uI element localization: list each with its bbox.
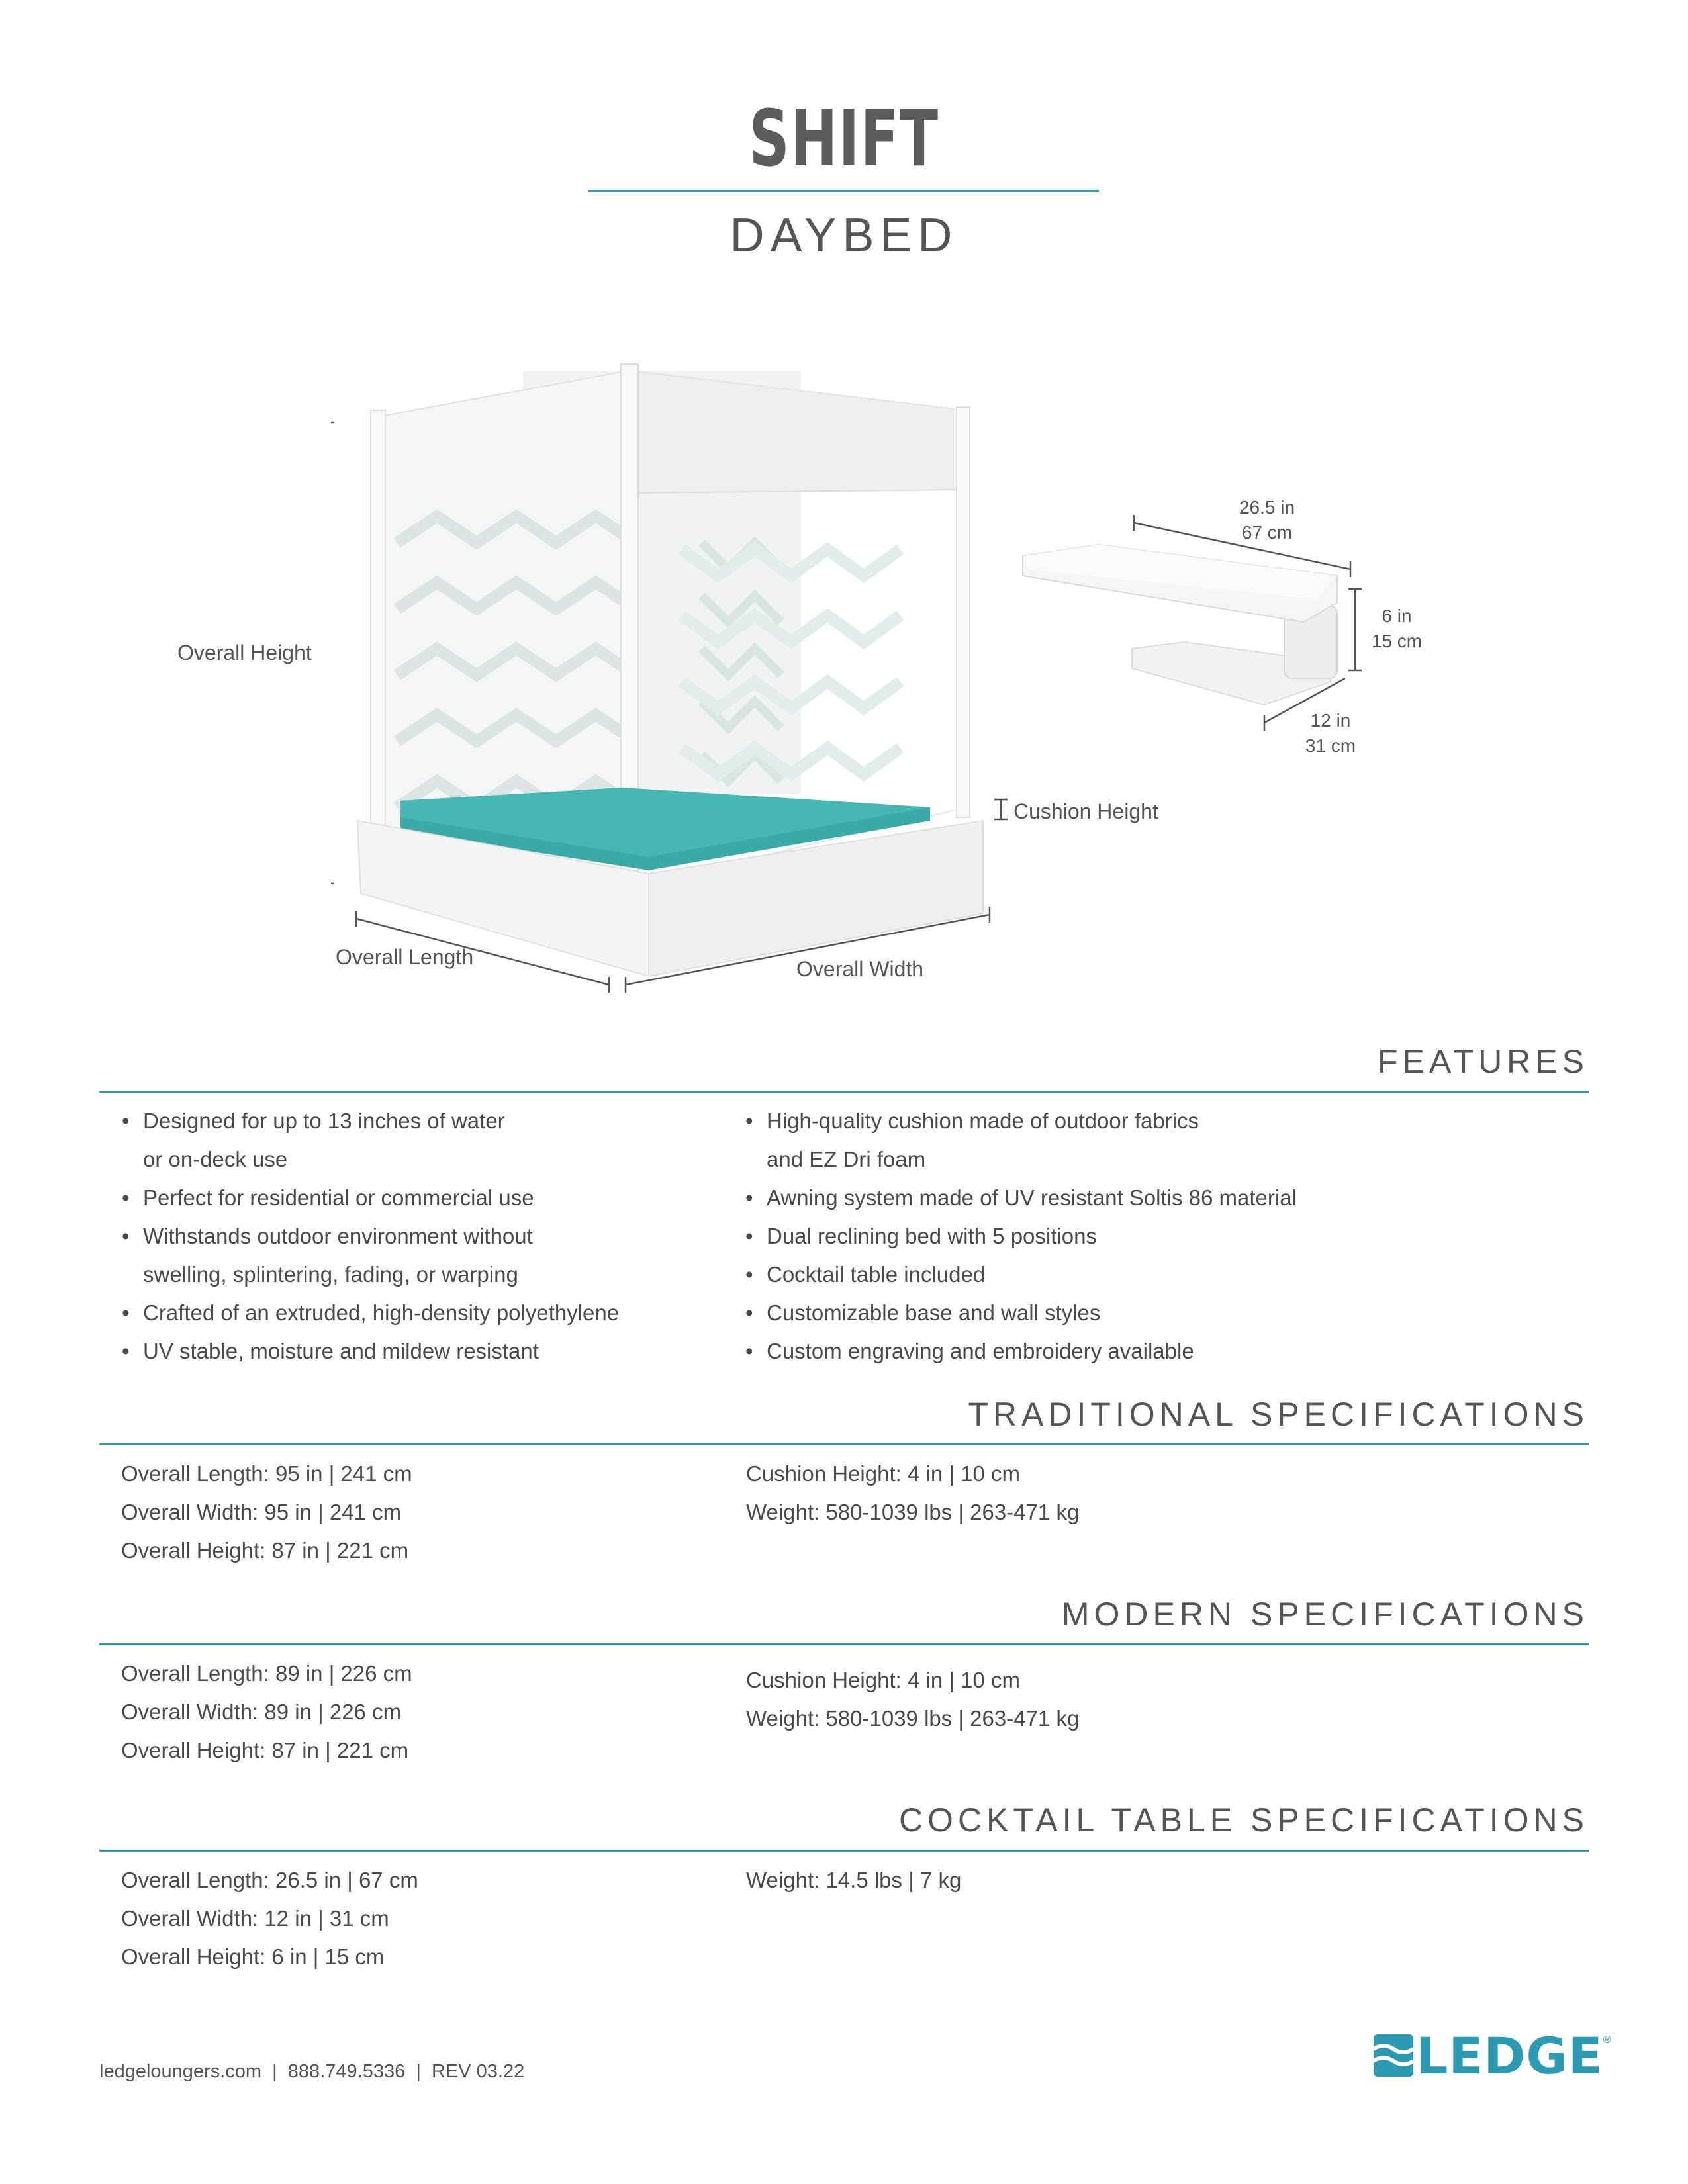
logo-registered-mark: ® [1603,2034,1611,2046]
feature-item: • Designed for up to 13 inches of water or on-deck use [119,1102,715,1179]
features-heading: FEATURES [1378,1043,1589,1080]
spec-line: Weight: 580-1039 lbs | 263-471 kg [746,1706,1080,1731]
traditional-heading: TRADITIONAL SPECIFICATIONS [968,1396,1589,1433]
features-divider [99,1091,1589,1093]
label-overall-height: Overall Height [177,641,312,664]
page-title: SHIFT [749,93,939,184]
post-left [371,410,385,880]
spec-line: Overall Width: 12 in | 31 cm [121,1906,389,1931]
feature-item: • Cocktail table included [743,1255,1537,1294]
feature-item: • Awning system made of UV resistant Soltis 86 material [743,1179,1537,1217]
daybed-illustration [331,344,1112,999]
traditional-specs-left [121,1455,412,1570]
cocktail-divider [99,1850,1589,1852]
spec-line: Cushion Height: 4 in | 10 cm [746,1668,1020,1692]
features-list-left [119,1102,715,1371]
traditional-specs-right [746,1455,1079,1531]
footer-contact: ledgeloungers.com | 888.749.5336 | REV 03.22 [99,2061,525,2082]
spec-line: Cushion Height: 4 in | 10 cm [746,1461,1020,1486]
feature-item: • Crafted of an extruded, high-density polyethylene [119,1294,715,1332]
feature-item: • Dual reclining bed with 5 positions [743,1217,1537,1255]
feature-item: • Customizable base and wall styles [743,1294,1537,1332]
page-subtitle: DAYBED [729,209,959,262]
spec-line: Overall Height: 87 in | 221 cm [121,1538,409,1563]
feature-item: • UV stable, moisture and mildew resistant [119,1332,715,1371]
feature-item: • Perfect for residential or commercial use [119,1179,715,1217]
spec-line: Overall Length: 26.5 in | 67 cm [121,1868,418,1892]
modern-specs-right [746,1661,1079,1738]
spec-line: Overall Width: 95 in | 241 cm [121,1500,402,1524]
label-table-length: 26.5 in 67 cm [1239,497,1295,543]
post-right [957,407,970,817]
label-overall-length: Overall Length [336,945,474,969]
title-divider [588,190,1099,192]
cocktail-heading: COCKTAIL TABLE SPECIFICATIONS [898,1801,1589,1839]
spec-line: Overall Length: 95 in | 241 cm [121,1461,412,1486]
label-table-height: 6 in 15 cm [1371,606,1423,651]
ledge-logo [1374,2026,1611,2085]
traditional-divider [99,1443,1589,1445]
spec-line: Overall Length: 89 in | 226 cm [121,1661,412,1686]
spec-line: Overall Width: 89 in | 226 cm [121,1700,402,1724]
label-overall-width: Overall Width [796,957,924,981]
modern-divider [99,1643,1589,1645]
spec-line: Weight: 580-1039 lbs | 263-471 kg [746,1500,1080,1524]
label-table-width: 12 in 31 cm [1305,710,1356,756]
feature-item: • Withstands outdoor environment without swelling, splintering, fading, or warping [119,1217,715,1294]
wave-logo-icon [1374,2034,1413,2077]
modern-specs-left [121,1655,412,1770]
spec-line: Overall Height: 6 in | 15 cm [121,1944,385,1969]
features-list-right [743,1102,1537,1371]
feature-item: • Custom engraving and embroidery available [743,1332,1537,1371]
cocktail-specs-left [121,1861,418,1976]
label-cushion-height: Cushion Height [1013,799,1158,823]
logo-text: LEDGE [1416,2026,1603,2085]
cocktail-specs-right [746,1861,961,1899]
feature-item: • High-quality cushion made of outdoor fabrics and EZ Dri foam [743,1102,1537,1179]
modern-heading: MODERN SPECIFICATIONS [1061,1596,1589,1633]
spec-line: Weight: 14.5 lbs | 7 kg [746,1868,962,1892]
spec-line: Overall Height: 87 in | 221 cm [121,1738,409,1762]
